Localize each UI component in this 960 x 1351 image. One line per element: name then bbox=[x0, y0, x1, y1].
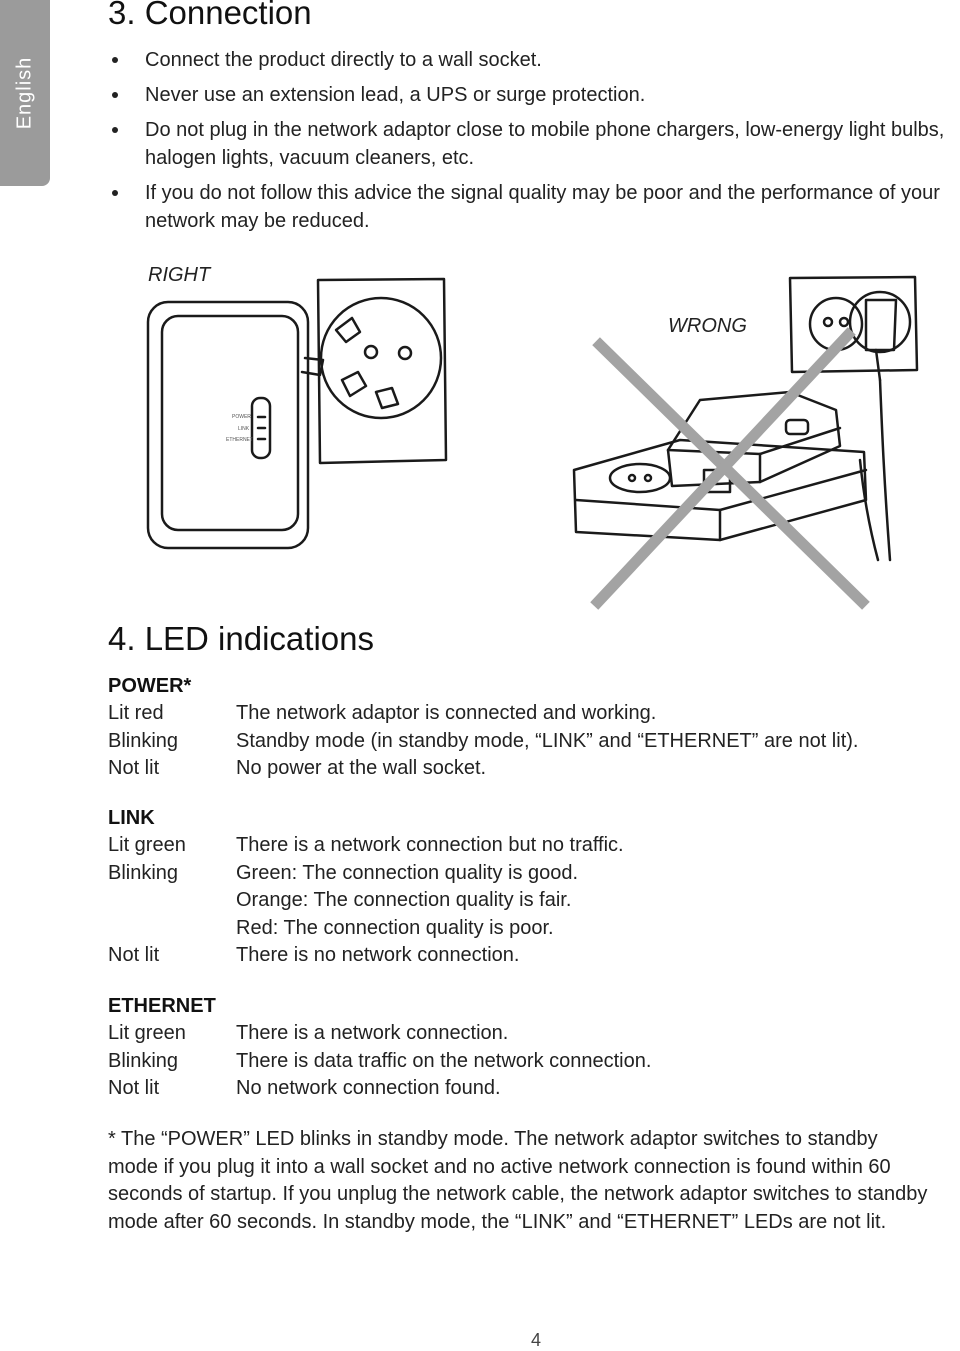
led-state: Blinking bbox=[108, 729, 179, 752]
led-state: Blinking bbox=[108, 861, 179, 884]
led-row bbox=[108, 915, 938, 943]
connection-illustration bbox=[0, 0, 960, 620]
device-power-label: POWER bbox=[232, 414, 251, 420]
ethernet-section-title: ETHERNET bbox=[108, 995, 216, 1017]
language-tab-label: English bbox=[13, 56, 36, 130]
led-row bbox=[108, 860, 938, 888]
cross-mark-icon bbox=[598, 335, 862, 602]
led-description: There is no network connection. bbox=[236, 944, 520, 966]
led-state bbox=[108, 887, 236, 915]
led-heading: 4. LED indications bbox=[108, 620, 374, 657]
led-state: Lit green bbox=[108, 834, 186, 856]
power-section bbox=[108, 672, 938, 783]
led-state: Not lit bbox=[108, 757, 160, 779]
led-description: The network adaptor is connected and working. bbox=[236, 702, 657, 724]
ethernet-section bbox=[108, 992, 938, 1103]
led-description: There is a network connection but no traffic. bbox=[236, 834, 624, 856]
led-row bbox=[108, 755, 938, 783]
bullet-item: Do not plug in the network adaptor close to mobile phone chargers, low-energy light bulbs, halogen lights, vacuum cleaners, etc. bbox=[112, 116, 960, 172]
led-row bbox=[108, 887, 938, 915]
device-ethernet-label: ETHERNET bbox=[226, 437, 253, 443]
led-state bbox=[108, 915, 236, 943]
led-row bbox=[108, 942, 938, 970]
led-state: Not lit bbox=[108, 944, 160, 966]
standby-footnote: * The “POWER” LED blinks in standby mode. The network adaptor switches to standby mode if you plug it into a wall socket and no active network connection is found within 60 seconds of startup. If you unplug the network cable, the network adaptor switches to standby mode after 60 seconds. In standby mode, the “LINK” and “ETHERNET” LEDs are not lit. bbox=[108, 1128, 928, 1233]
power-section-title: POWER* bbox=[108, 675, 192, 697]
led-row bbox=[108, 1020, 938, 1048]
wrong-label: WRONG bbox=[668, 315, 747, 337]
page-number: 4 bbox=[530, 1330, 541, 1350]
bullet-item: Connect the product directly to a wall socket. bbox=[112, 46, 960, 74]
led-description: No power at the wall socket. bbox=[236, 757, 487, 779]
wall-socket-plate bbox=[318, 279, 446, 463]
led-row bbox=[108, 832, 938, 860]
link-section-title: LINK bbox=[108, 807, 155, 829]
led-row bbox=[108, 728, 938, 756]
wrong-wall-socket bbox=[790, 277, 917, 560]
led-state: Not lit bbox=[108, 1077, 160, 1099]
bullet-item: If you do not follow this advice the signal quality may be poor and the performance of your network may be reduced. bbox=[112, 179, 960, 235]
network-adaptor-device bbox=[148, 302, 323, 548]
led-row bbox=[108, 1048, 938, 1076]
led-description: No network connection found. bbox=[236, 1077, 501, 1099]
led-description: Green: The connection quality is good. bbox=[236, 861, 579, 884]
connection-heading: 3. Connection bbox=[108, 0, 312, 31]
led-description: Red: The connection quality is poor. bbox=[236, 916, 554, 939]
right-label: RIGHT bbox=[148, 264, 211, 286]
led-state: Lit red bbox=[108, 702, 164, 724]
led-description: Standby mode (in standby mode, “LINK” and “ETHERNET” are not lit). bbox=[236, 729, 859, 752]
led-state: Blinking bbox=[108, 1049, 179, 1072]
led-state: Lit green bbox=[108, 1022, 186, 1044]
device-link-label: LINK bbox=[238, 426, 250, 432]
link-section bbox=[108, 804, 938, 970]
led-description: There is a network connection. bbox=[236, 1022, 509, 1044]
led-row bbox=[108, 700, 938, 728]
led-row bbox=[108, 1075, 938, 1103]
led-description: Orange: The connection quality is fair. bbox=[236, 889, 572, 911]
led-description: There is data traffic on the network connection. bbox=[236, 1049, 652, 1072]
bullet-item: Never use an extension lead, a UPS or surge protection. bbox=[112, 81, 960, 109]
